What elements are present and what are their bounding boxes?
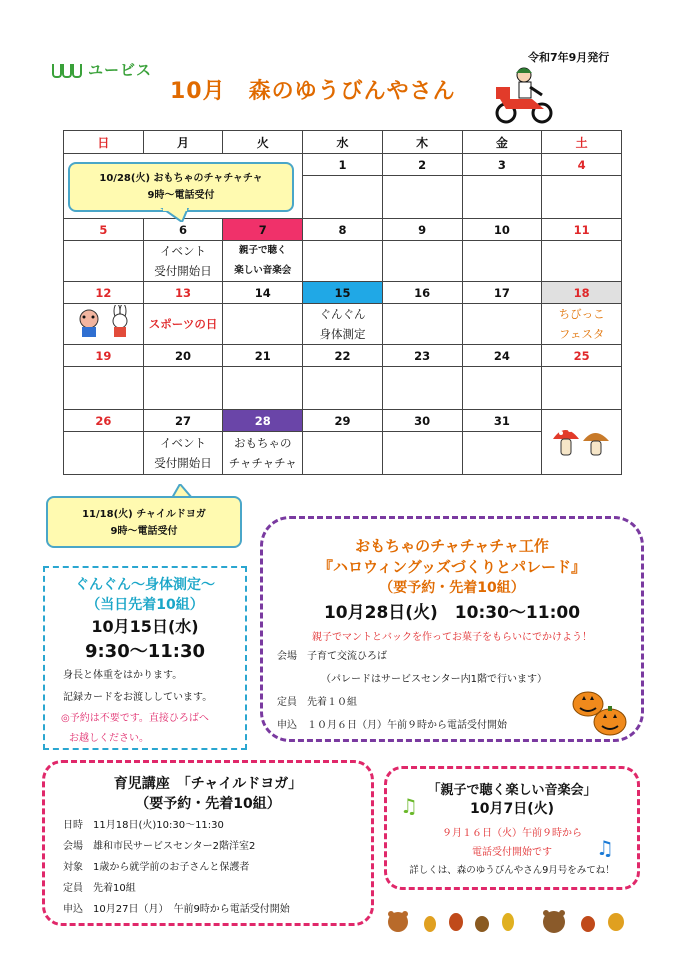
event-cell (223, 367, 303, 410)
weekday-thu: 木 (382, 131, 462, 154)
yoga-row (63, 836, 371, 857)
callout-text: 11/18(火) チャイルドヨガ (82, 509, 206, 520)
day-10: 10 (462, 219, 542, 241)
event-text: 身体測定 (319, 327, 366, 341)
pumpkin-icon (570, 686, 630, 738)
day-24: 24 (462, 345, 542, 367)
row-label: 申込 (63, 904, 83, 915)
brand-name: ユービス (88, 60, 153, 79)
day-18: 18 (542, 282, 622, 304)
event-cell (303, 176, 383, 219)
day-25: 25 (542, 345, 622, 367)
event-cell-12 (64, 304, 144, 345)
event-text: チャチャチャ (228, 456, 297, 470)
row-label: 定員 (277, 697, 297, 708)
event-cell (143, 367, 223, 410)
event-text: イベント (160, 436, 207, 450)
row-label: 申込 (277, 720, 297, 731)
event-cell-18 (542, 304, 622, 345)
leaf-logo-icon (52, 60, 84, 78)
callout-text: 9時～電話受付 (147, 190, 215, 201)
music-note-icon: ♫ (596, 836, 614, 860)
day-9: 9 (382, 219, 462, 241)
toy-reserve: （要予約・先着10組） (379, 580, 525, 596)
callout-nov18 (46, 496, 242, 548)
yoga-title: 育児講座 「チャイルドヨガ」 (113, 776, 303, 792)
event-cell (382, 241, 462, 282)
event-cell (303, 367, 383, 410)
weekday-header-row (64, 131, 622, 154)
row-label: 会場 (277, 651, 297, 662)
row-value: 先着１０組 (307, 697, 357, 708)
music-line: ９月１６日（火）午前９時から (442, 828, 582, 839)
day-15: 15 (303, 282, 383, 304)
row-value: 子育て交流ひろば (307, 651, 387, 662)
measure-line: 記録カードをお渡ししています。 (63, 692, 213, 703)
callout-pointer-icon (160, 208, 190, 222)
yoga-subtitle: （要予約・先着10組） (135, 796, 281, 812)
event-cell (382, 176, 462, 219)
event-cell-13 (143, 304, 223, 345)
music-concert-box (384, 766, 640, 890)
day-31: 31 (462, 410, 542, 432)
day-8: 8 (303, 219, 383, 241)
event-text: 楽しい音楽会 (234, 265, 292, 276)
brand-logo (52, 58, 152, 80)
row-label: 対象 (63, 862, 83, 873)
event-cell-27 (143, 432, 223, 475)
mushroom-cell (542, 410, 622, 475)
mushroom-icon (549, 421, 615, 461)
day-20: 20 (143, 345, 223, 367)
event-cell (303, 432, 383, 475)
row-label: 会場 (63, 841, 83, 852)
event-cell (462, 176, 542, 219)
day-12: 12 (64, 282, 144, 304)
measure-time: 9:30～11:30 (84, 641, 206, 662)
event-cell (542, 176, 622, 219)
music-line: 電話受付開始です (472, 847, 552, 858)
event-text: イベント (160, 244, 207, 258)
music-note-icon: ♫ (400, 794, 418, 818)
event-cell (462, 367, 542, 410)
measure-date: 10月15日(水) (91, 617, 199, 636)
event-text: フェスタ (558, 327, 605, 341)
event-cell (64, 241, 144, 282)
callout-text: 10/28(火) おもちゃのチャチャチャ (99, 173, 263, 184)
autumn-leaves-icon (384, 900, 634, 940)
event-cell-28 (223, 432, 303, 475)
row-value: 雄和市民サービスセンター2階洋室2 (93, 841, 256, 852)
day-2: 2 (382, 154, 462, 176)
weekday-tue: 火 (223, 131, 303, 154)
event-cell-15 (303, 304, 383, 345)
event-cell (303, 241, 383, 282)
day-6: 6 (143, 219, 223, 241)
measure-title: ぐんぐん～身体測定～ (75, 577, 215, 593)
page-title: 10月 森のゆうびんやさん (170, 79, 456, 104)
toy-desc: 親子でマントとバックを作ってお菓子をもらいにでかけよう！ (312, 632, 592, 643)
event-cell (382, 304, 462, 345)
yoga-row (63, 815, 371, 836)
event-text: 親子で聴く (239, 245, 287, 256)
row-value: 11月18日(火)10:30～11:30 (93, 820, 224, 831)
event-text: スポーツの日 (148, 317, 218, 331)
event-cell-7 (223, 241, 303, 282)
event-cell (542, 367, 622, 410)
day-1: 1 (303, 154, 383, 176)
day-16: 16 (382, 282, 462, 304)
issue-date: 令和7年9月発行 (528, 51, 610, 64)
event-cell (382, 432, 462, 475)
event-cell (462, 304, 542, 345)
weekday-mon: 月 (143, 131, 223, 154)
row-value: （パレードはサービスセンター内1階で行います） (321, 674, 547, 685)
event-cell (382, 367, 462, 410)
mail-scooter-icon (492, 65, 554, 125)
body-measure-box (43, 566, 247, 750)
event-text: おもちゃの (234, 436, 292, 450)
row-value: １０月６日（月）午前９時から電話受付開始 (307, 720, 507, 731)
event-cell (223, 304, 303, 345)
measure-line: 身長と体重をはかります。 (63, 670, 183, 681)
callout-text: 9時～電話受付 (110, 526, 178, 537)
day-3: 3 (462, 154, 542, 176)
weekday-wed: 水 (303, 131, 383, 154)
measure-note: お越しください。 (69, 733, 149, 744)
day-26: 26 (64, 410, 144, 432)
day-7: 7 (223, 219, 303, 241)
event-cell (462, 241, 542, 282)
event-cell (64, 367, 144, 410)
yoga-row (63, 857, 371, 878)
day-21: 21 (223, 345, 303, 367)
row-value: 1歳から就学前のお子さんと保護者 (93, 862, 250, 873)
row-label: 定員 (63, 883, 83, 894)
event-text: 受付開始日 (154, 264, 212, 278)
weekday-sun: 日 (64, 131, 144, 154)
event-cell (542, 241, 622, 282)
toy-row (277, 645, 641, 668)
day-29: 29 (303, 410, 383, 432)
measure-note: ◎予約は不要です。直接ひろばへ (61, 713, 209, 724)
day-13: 13 (143, 282, 223, 304)
animal-characters-icon (73, 305, 133, 341)
day-14: 14 (223, 282, 303, 304)
day-28: 28 (223, 410, 303, 432)
day-17: 17 (462, 282, 542, 304)
day-30: 30 (382, 410, 462, 432)
yoga-row (63, 878, 371, 899)
day-4: 4 (542, 154, 622, 176)
music-line: 詳しくは、森のゆうびんやさん9月号をみてね！ (409, 865, 615, 876)
day-23: 23 (382, 345, 462, 367)
row-value: 10月27日（月） 午前9時から電話受付開始 (93, 904, 290, 915)
event-text: ぐんぐん (319, 307, 366, 321)
music-title: 「親子で聴く楽しい音楽会」 (427, 783, 597, 798)
weekday-fri: 金 (462, 131, 542, 154)
toy-title: おもちゃのチャチャチャ工作 (355, 537, 549, 555)
day-22: 22 (303, 345, 383, 367)
day-27: 27 (143, 410, 223, 432)
child-yoga-box (42, 760, 374, 926)
music-date: 10月7日(火) (469, 801, 555, 817)
event-text: ちびっこ (558, 307, 605, 321)
event-cell (64, 432, 144, 475)
event-cell-6 (143, 241, 223, 282)
day-19: 19 (64, 345, 144, 367)
weekday-sat: 土 (542, 131, 622, 154)
day-11: 11 (542, 219, 622, 241)
row-value: 先着10組 (93, 883, 136, 894)
toy-subtitle: 『ハロウィングッズづくりとパレード』 (317, 558, 587, 576)
event-text: 受付開始日 (154, 456, 212, 470)
toy-datetime: 10月28日(火) 10:30～11:00 (323, 603, 581, 623)
day-5: 5 (64, 219, 144, 241)
event-cell (462, 432, 542, 475)
callout-oct28 (68, 162, 294, 212)
row-label: 日時 (63, 820, 83, 831)
yoga-row (63, 899, 371, 920)
measure-subtitle: （当日先着10組） (86, 597, 204, 613)
